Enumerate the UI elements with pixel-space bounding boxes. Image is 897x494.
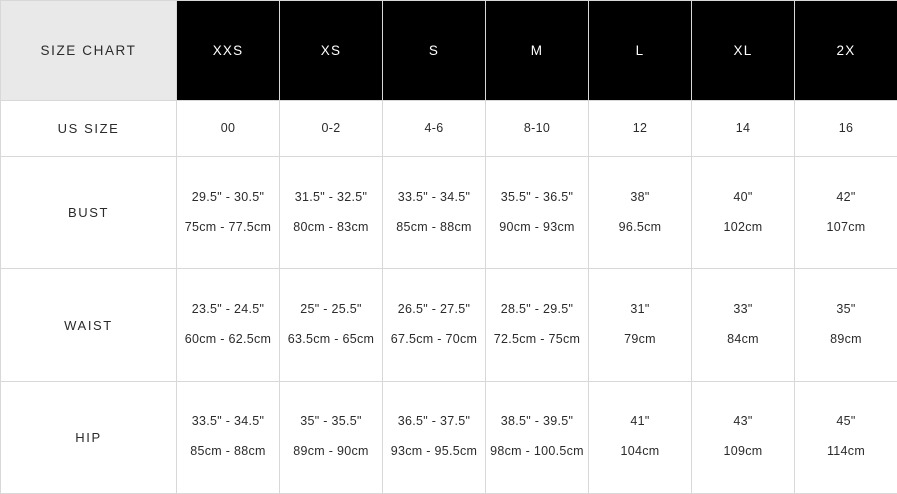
column-header-xxs: XXS bbox=[177, 1, 280, 101]
inch-value: 33.5" - 34.5" bbox=[397, 189, 471, 204]
cell-bust-xs bbox=[280, 157, 383, 269]
column-header-2x: 2X bbox=[795, 1, 897, 101]
cm-value: 98cm - 100.5cm bbox=[490, 444, 584, 459]
table-header-row bbox=[1, 1, 897, 101]
inch-value: 25" - 25.5" bbox=[300, 302, 362, 317]
cm-value: 85cm - 88cm bbox=[190, 444, 266, 459]
cm-value: 63.5cm - 65cm bbox=[287, 332, 375, 347]
row-label-bust: BUST bbox=[1, 157, 177, 269]
cm-value: 60cm - 62.5cm bbox=[184, 332, 272, 347]
cell-waist-s bbox=[383, 269, 486, 381]
column-header-xl: XL bbox=[692, 1, 795, 101]
cm-value: 104cm bbox=[620, 444, 660, 459]
cm-value: 75cm - 77.5cm bbox=[184, 219, 272, 234]
cell-hip-s bbox=[383, 381, 486, 493]
cell-hip-m bbox=[486, 381, 589, 493]
cell-us-size-l: 12 bbox=[589, 101, 692, 157]
cell-us-size-xs: 0-2 bbox=[280, 101, 383, 157]
cell-hip-2x bbox=[795, 381, 897, 493]
inch-value: 40" bbox=[733, 189, 753, 204]
inch-value: 42" bbox=[836, 189, 856, 204]
inch-value: 41" bbox=[630, 414, 650, 429]
inch-value: 33" bbox=[733, 302, 753, 317]
inch-value: 26.5" - 27.5" bbox=[397, 302, 471, 317]
column-header-m: M bbox=[486, 1, 589, 101]
cell-us-size-m: 8-10 bbox=[486, 101, 589, 157]
size-chart-title: SIZE CHART bbox=[1, 1, 177, 101]
cell-waist-m bbox=[486, 269, 589, 381]
cell-bust-xl bbox=[692, 157, 795, 269]
cm-value: 85cm - 88cm bbox=[396, 219, 472, 234]
column-header-s: S bbox=[383, 1, 486, 101]
cell-hip-xl bbox=[692, 381, 795, 493]
cm-value: 107cm bbox=[826, 219, 866, 234]
cm-value: 102cm bbox=[723, 219, 763, 234]
cell-hip-xxs bbox=[177, 381, 280, 493]
cm-value: 79cm bbox=[624, 332, 656, 347]
cell-us-size-s: 4-6 bbox=[383, 101, 486, 157]
inch-value: 35.5" - 36.5" bbox=[500, 189, 574, 204]
cell-bust-xxs bbox=[177, 157, 280, 269]
cm-value: 89cm bbox=[830, 332, 862, 347]
column-header-l: L bbox=[589, 1, 692, 101]
cm-value: 72.5cm - 75cm bbox=[493, 332, 581, 347]
cell-hip-l bbox=[589, 381, 692, 493]
inch-value: 38.5" - 39.5" bbox=[500, 414, 574, 429]
cell-hip-xs bbox=[280, 381, 383, 493]
cm-value: 93cm - 95.5cm bbox=[390, 444, 478, 459]
column-header-xs: XS bbox=[280, 1, 383, 101]
cell-us-size-xl: 14 bbox=[692, 101, 795, 157]
cm-value: 67.5cm - 70cm bbox=[390, 332, 478, 347]
inch-value: 45" bbox=[836, 414, 856, 429]
inch-value: 33.5" - 34.5" bbox=[191, 414, 265, 429]
cell-waist-2x bbox=[795, 269, 897, 381]
inch-value: 43" bbox=[733, 414, 753, 429]
cell-waist-xs bbox=[280, 269, 383, 381]
inch-value: 35" bbox=[836, 302, 856, 317]
inch-value: 29.5" - 30.5" bbox=[191, 189, 265, 204]
cell-bust-l bbox=[589, 157, 692, 269]
inch-value: 36.5" - 37.5" bbox=[397, 414, 471, 429]
table-row-hip bbox=[1, 381, 897, 493]
cell-bust-2x bbox=[795, 157, 897, 269]
cell-bust-s bbox=[383, 157, 486, 269]
cell-bust-m bbox=[486, 157, 589, 269]
cell-waist-l bbox=[589, 269, 692, 381]
cm-value: 90cm - 93cm bbox=[499, 219, 575, 234]
inch-value: 35" - 35.5" bbox=[300, 414, 362, 429]
table-row-waist bbox=[1, 269, 897, 381]
inch-value: 23.5" - 24.5" bbox=[191, 302, 265, 317]
inch-value: 31" bbox=[630, 302, 650, 317]
cm-value: 96.5cm bbox=[618, 219, 662, 234]
cell-waist-xl bbox=[692, 269, 795, 381]
inch-value: 28.5" - 29.5" bbox=[500, 302, 574, 317]
cm-value: 89cm - 90cm bbox=[293, 444, 369, 459]
cm-value: 80cm - 83cm bbox=[293, 219, 369, 234]
table-row-bust bbox=[1, 157, 897, 269]
inch-value: 38" bbox=[630, 189, 650, 204]
cell-waist-xxs bbox=[177, 269, 280, 381]
row-label-us-size: US SIZE bbox=[1, 101, 177, 157]
cm-value: 114cm bbox=[826, 444, 866, 459]
cell-us-size-xxs: 00 bbox=[177, 101, 280, 157]
inch-value: 31.5" - 32.5" bbox=[294, 189, 368, 204]
row-label-waist: WAIST bbox=[1, 269, 177, 381]
table-row-us-size bbox=[1, 101, 897, 157]
cm-value: 84cm bbox=[727, 332, 759, 347]
cm-value: 109cm bbox=[723, 444, 763, 459]
cell-us-size-2x: 16 bbox=[795, 101, 897, 157]
row-label-hip: HIP bbox=[1, 381, 177, 493]
